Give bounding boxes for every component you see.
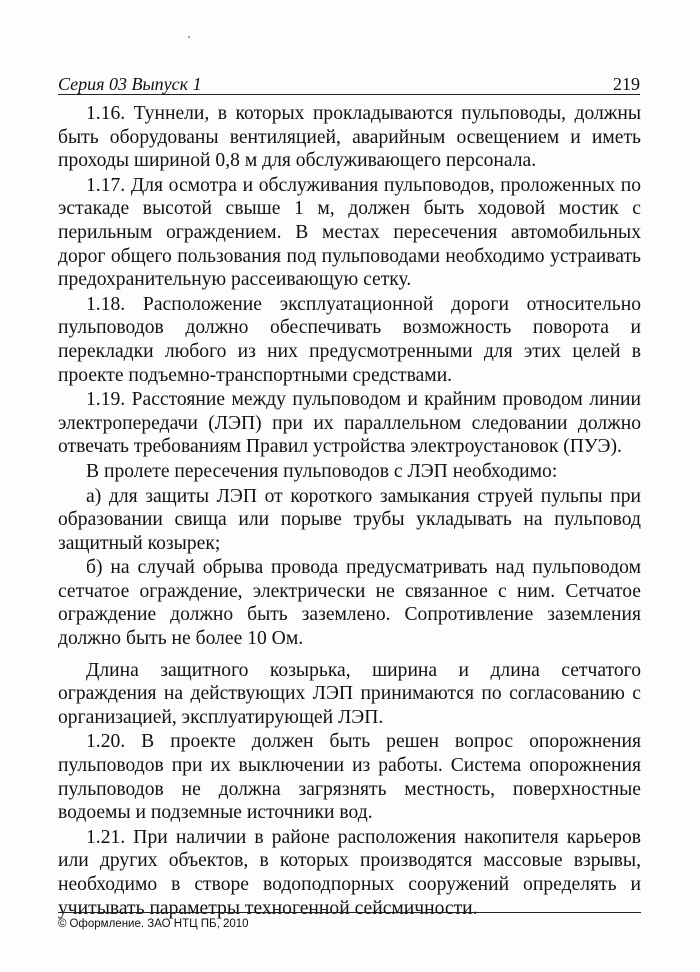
paragraph-1-18: 1.18. Расположение эксплуатационной дороги относительно пульповодов должно обеспечивать возможность поворота и перекладки любого из них предусмотренными для этих целей в проекте подъемно-транспортными средствами. — [58, 293, 641, 386]
paragraph-1-20: 1.20. В проекте должен быть решен вопрос опорожнения пульповодов при их выключении из работы. Система опорожнения пульповодов не должна загрязнять местность, поверхностные водоемы и подземные источники вод. — [58, 731, 641, 824]
paragraph-1-19: 1.19. Расстояние между пульповодом и крайним проводом линии электропередачи (ЛЭП) при их параллельном следовании должно отвечать требованиям Правил устройства электроустановок (ПУЭ). — [58, 389, 641, 458]
paragraph-item-b: б) на случай обрыва провода предусматривать над пульповодом сетчатое ограждение, электрически не связанное с ним. Сетчатое ограждение должно быть заземлено. Сопротивление заземления должно быть не более 10 Ом. — [58, 557, 641, 650]
paragraph-1-17: 1.17. Для осмотра и обслуживания пульповодов, проложенных по эстакаде высотой свыше 1 м, должен быть ходовой мостик с перильным ограждением. В местах пересечения автомобильных дорог общего пользования под пульповодами необходимо устраивать предохранительную рассеивающую сетку. — [58, 174, 641, 291]
page-footer — [58, 912, 641, 930]
paragraph-crossing-intro: В пролете пересечения пульповодов с ЛЭП необходимо: — [86, 460, 558, 482]
paragraph-1-21: 1.21. При наличии в районе расположения накопителя карьеров или других объектов, в которых производятся массовые взрывы, необходимо в створе водоподпорных сооружений определять и учитывать параметры техногенной сейсмичности. — [58, 826, 641, 919]
footer-text: Оформление. ЗАО НТЦ ПБ, 2010 — [69, 918, 249, 930]
paragraph-1-16: 1.16. Туннели, в которых прокладываются пульповоды, должны быть оборудованы вентиляцией, аварийным освещением и иметь проходы шириной 0,8 м для обслуживающего персонала. — [58, 103, 641, 172]
paragraph-item-a: а) для защиты ЛЭП от короткого замыкания струей пульпы при образовании свища или порыве трубы укладывать на пульповод защитный козырек; — [58, 485, 641, 554]
body-text — [58, 102, 641, 921]
running-header — [58, 72, 640, 95]
scan-speck — [188, 36, 190, 38]
copyright-icon: © — [58, 918, 67, 930]
page-number: 219 — [613, 74, 640, 94]
series-title: Серия 03 Выпуск 1 — [58, 74, 202, 94]
paragraph-visor-length: Длина защитного козырька, ширина и длина сетчатого ограждения на действующих ЛЭП принимаются по согласованию с организацией, эксплуатирующей ЛЭП. — [58, 659, 641, 728]
